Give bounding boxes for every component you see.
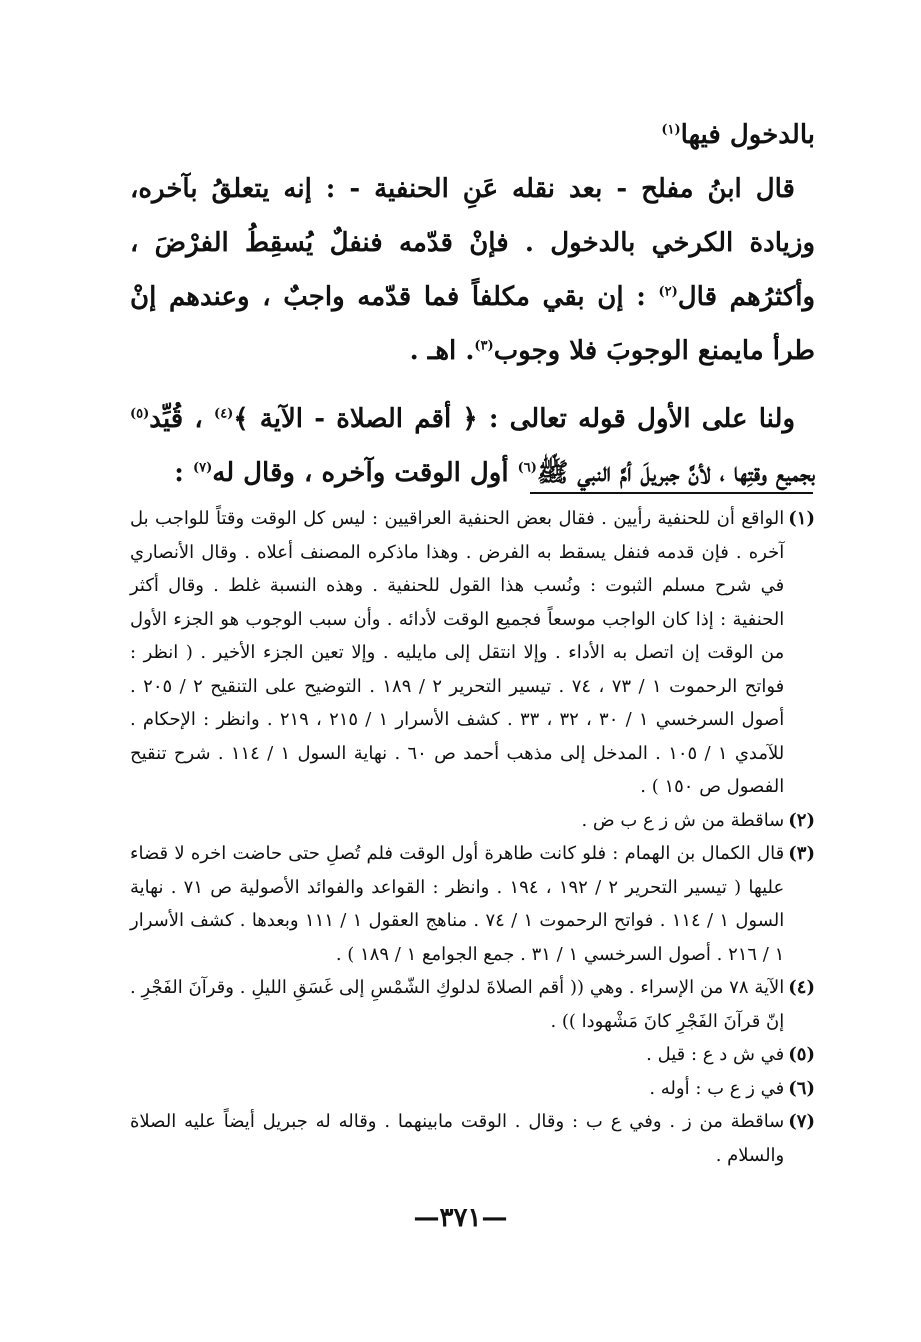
footnote-number: (١) [788,508,815,529]
footnote-text: في ز ع ب : أوله . [649,1077,785,1099]
main-paragraph-3-text-b: ، قُيِّد [149,404,215,434]
footnote-1 [130,502,815,804]
footnote-text: في ش د ع : قيل . [646,1044,785,1065]
footnote-number: (٣) [788,843,815,864]
main-paragraph-3-text-e: : [174,458,193,488]
footnote-text: الواقع أن للحنفية رأيين . فقال بعض الحنفية العراقيين : ليس كل الوقت وقتاً للواجب بل آخره . فإن قدمه فنفل يسقط به الفرض . وهذا ماذكره المصنف أعلاه . وقال الأنصاري في شرح مسلم الثبوت : ونُسب هذا القول للحنفية . وهذه النسبة غلط . وقال أكثر الحنفية : إذا كان الواجب موسعاً فجميع الوقت لأدائه . وأن سبب الوجوب هو الجزء الأول من الوقت إن اتصل به الأداء . وإلا انتقل إلى مايليه . وإلا تعين الجزء الأخير . ( انظر : فواتح الرحموت ١ / ٧٣ ، ٧٤ . تيسير التحرير ٢ / ١٨٩ . التوضيح على التنقيح ٢ / ٢٠٥ . أصول السرخسي ١ / ٣٠ ، ٣٢ ، ٣٣ . كشف الأسرار ١ / ٢١٥ ، ٢١٩ . وانظر : الإحكام . للآمدي ١ / ١٠٥ . المدخل إلى مذهب أحمد ص ٦٠ . نهاية السول ١ / ١١٤ . شرح تنقيح الفصول ص ١٥٠ ) . [130,508,785,797]
footnote-number: (٧) [788,1111,815,1132]
footnote-text: الآية ٧٨ من الإسراء . وهي (( أقم الصلاةَ لدلوكِ الشّمْسِ إلى غَسَقِ الليلِ . وقرآنَ الفَجْرِ . إنّ قرآنَ الفَجْرِ كانَ مَشْهودا )) . [130,977,785,1032]
footnote-ref-3[interactable]: (٣) [474,338,494,354]
main-paragraph-2-text-c: . اهـ . [409,336,475,366]
footnote-ref-4[interactable]: (٤) [214,406,234,422]
footnote-number: (٤) [788,977,815,998]
footnote-3 [130,837,815,971]
footnote-text: ساقطة من ش ز ع ب ض . [581,809,785,831]
main-paragraph-2-text-b: : إن بقي مكلفاً فما قدّمه واجبٌ ، وعندهم إنْ طرأ مايمنع الوجوبَ فلا وجوب [130,282,815,366]
footnote-2 [130,804,815,838]
footnote-5 [130,1038,815,1072]
main-paragraph-2 [130,162,815,378]
main-paragraph-3-text-c: بجميع وقتِها ، لأنَّ جبريلَ أمَّ النبي ﷺ [536,458,815,488]
footnote-ref-1[interactable]: (١) [661,122,681,138]
footnote-separator [530,492,813,494]
main-paragraph-3-text-a: ولنا على الأول قوله تعالى : ﴿ أقم الصلاة - الآية ﴾ [233,404,795,434]
footnote-text: ساقطة من ز . وفي ع ب : وقال . الوقت مابينهما . وقاله له جبريل أيضاً عليه الصلاة والسلام . [130,1111,785,1166]
footnote-4 [130,971,815,1038]
main-line-1-text: بالدخول فيها [680,120,815,150]
main-paragraph-2-text: قال ابنُ مفلح - بعد نقله عَنِ الحنفية - : إنه يتعلقُ بآخره، وزيادة الكرخي بالدخول . فإنْ قدّمه فنفلٌ يُسقِطُ الفرْضَ ، وأكثرُهم قال [130,174,816,312]
footnote-ref-5[interactable]: (٥) [130,406,150,422]
footnote-number: (٢) [788,809,815,831]
footnote-ref-6[interactable]: (٦) [517,460,537,476]
footnote-text: قال الكمال بن الهمام : فلو كانت طاهرة أول الوقت فلم تُصلِ حتى حاضت اخره لا قضاء عليها ( تيسير التحرير ٢ / ١٩٢ ، ١٩٤ . وانظر : القواعد والفوائد الأصولية ص ٧١ . نهاية السول ١ / ١١٤ . فواتح الرحموت ١ / ٧٤ . مناهج العقول ١ / ١١١ وبعدها . كشف الأسرار ١ / ٢١٦ . أصول السرخسي ١ / ٣١ . جمع الجوامع ١ / ١٨٩ ) . [130,843,785,965]
main-paragraph-3 [130,392,815,500]
page-number: —٣٧١— [413,1203,508,1233]
footnote-ref-7[interactable]: (٧) [192,460,213,476]
footnote-6 [130,1072,815,1106]
main-text [130,108,815,500]
main-line-1 [130,108,815,162]
footnote-ref-2[interactable]: (٢) [658,284,678,300]
footnotes [130,502,815,1172]
footnote-number: (٦) [788,1077,815,1099]
main-paragraph-3-text-d: أول الوقت وآخره ، وقال له [212,458,518,488]
footnote-number: (٥) [788,1044,815,1065]
footnote-7 [130,1105,815,1172]
